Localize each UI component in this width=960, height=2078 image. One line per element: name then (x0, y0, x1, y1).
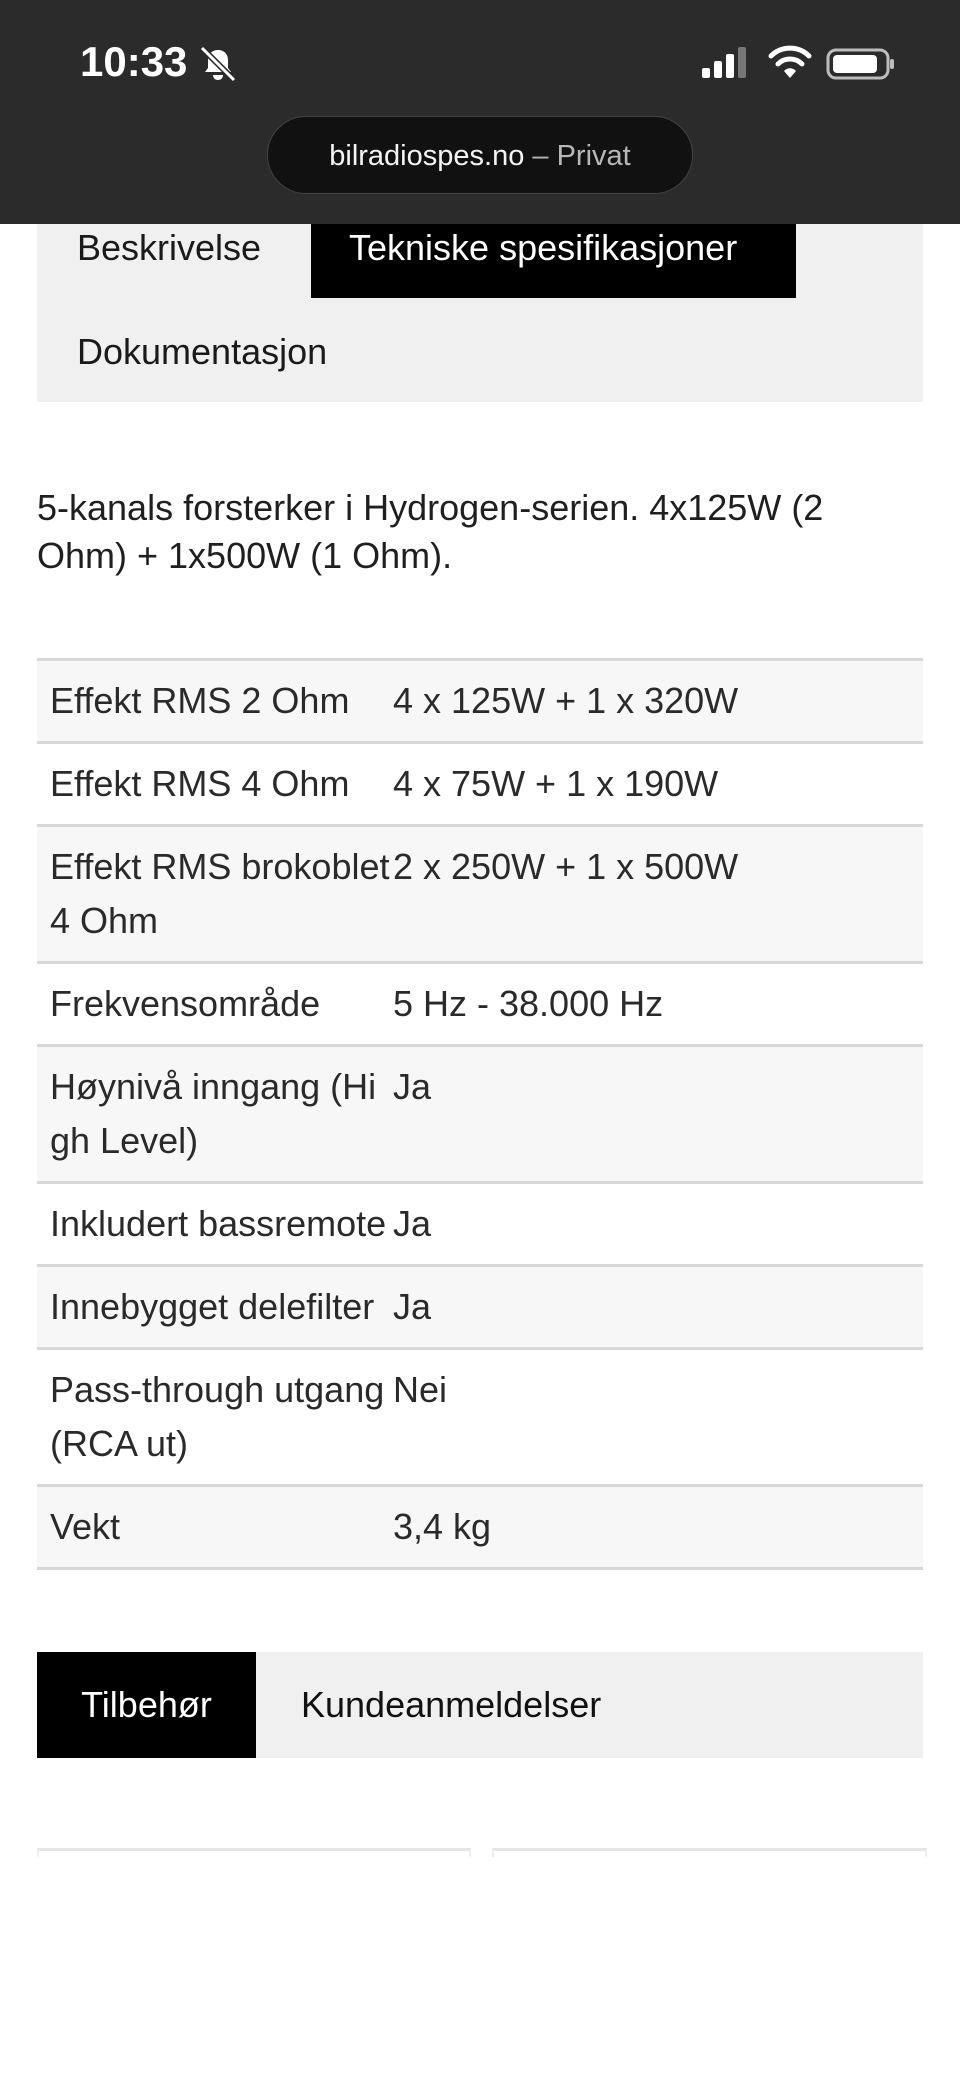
spec-row (37, 1184, 923, 1267)
spec-value: 2 x 250W + 1 x 500W (393, 846, 739, 887)
tab-kundeanmeldelser[interactable]: Kundeanmeldelser (301, 1684, 602, 1725)
spec-row (37, 1350, 923, 1487)
status-time: 10:33 (80, 38, 188, 85)
battery-icon (826, 48, 896, 80)
spec-row (37, 1047, 923, 1184)
spec-value: Nei (393, 1369, 448, 1410)
tab-dokumentasjon[interactable]: Dokumentasjon (77, 331, 328, 372)
tab-tilbehor[interactable]: Tilbehør (37, 1652, 256, 1758)
spec-key: Vekt (50, 1506, 121, 1547)
spec-key: Innebygget delefilter (50, 1286, 375, 1327)
spec-key: Pass-through utgang (RCA ut) (50, 1369, 385, 1464)
spec-key: Høynivå inngang (High Level) (50, 1066, 377, 1161)
spec-key: Effekt RMS 4 Ohm (50, 763, 350, 804)
spec-key: Effekt RMS brokoblet 4 Ohm (50, 846, 390, 941)
spec-value: Ja (393, 1286, 432, 1327)
spec-value: 4 x 125W + 1 x 320W (393, 680, 739, 721)
spec-row (37, 827, 923, 964)
status-and-browser-bar (0, 0, 960, 224)
spec-value: Ja (393, 1203, 432, 1244)
spec-row (37, 744, 923, 827)
spec-row (37, 964, 923, 1047)
wifi-icon (768, 44, 812, 82)
spec-row (37, 661, 923, 744)
address-host: bilradiospes.no (329, 140, 525, 172)
spec-key: Inkludert bassremote (50, 1203, 387, 1244)
private-mode-label: Privat (556, 140, 631, 172)
product-summary: 5-kanals forsterker i Hydrogen-serien. 4x125W (2 Ohm) + 1x500W (1 Ohm). (37, 487, 824, 576)
spec-value: 4 x 75W + 1 x 190W (393, 763, 719, 804)
tab-beskrivelse[interactable]: Beskrivelse (77, 227, 262, 268)
product-card-right[interactable] (492, 1848, 927, 1857)
spec-value: Ja (393, 1066, 432, 1107)
spec-key: Frekvensområde (50, 983, 321, 1024)
accessory-review-tabs (37, 1652, 923, 1758)
spec-value: 5 Hz - 38.000 Hz (393, 983, 664, 1024)
spec-value: 3,4 kg (393, 1506, 492, 1547)
spec-key: Effekt RMS 2 Ohm (50, 680, 350, 721)
cellular-signal-icon (700, 46, 750, 80)
spec-row (37, 1267, 923, 1350)
spec-row (37, 1487, 923, 1570)
product-card-left[interactable] (37, 1848, 471, 1857)
bell-slash-icon (198, 44, 238, 84)
product-tabs (37, 224, 923, 402)
tab-tekniske-spesifikasjoner[interactable]: Tekniske spesifikasjoner (311, 194, 796, 298)
address-separator: – (532, 140, 549, 172)
address-bar[interactable] (267, 116, 693, 194)
spec-table (37, 658, 923, 1570)
